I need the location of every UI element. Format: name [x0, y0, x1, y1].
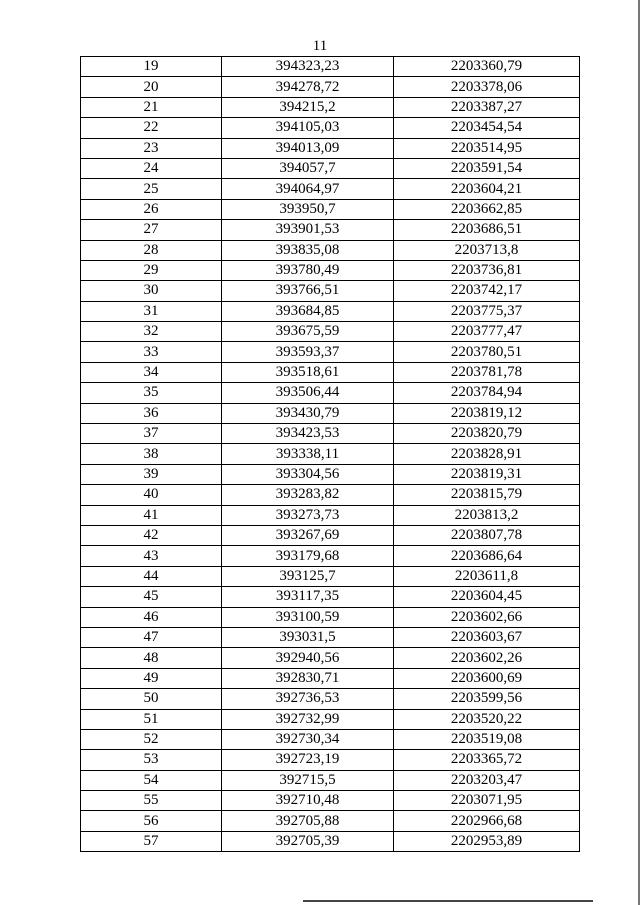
- table-row: [81, 342, 580, 362]
- table-row: [81, 770, 580, 790]
- y-coordinate-cell: 2203777,47: [394, 322, 580, 342]
- point-number-cell: 54: [81, 770, 222, 790]
- x-coordinate-cell: 392723,19: [222, 750, 394, 770]
- x-coordinate-cell: 392705,39: [222, 831, 394, 851]
- x-coordinate-cell: 392730,34: [222, 729, 394, 749]
- x-coordinate-cell: 394278,72: [222, 77, 394, 97]
- x-coordinate-cell: 393304,56: [222, 464, 394, 484]
- y-coordinate-cell: 2203365,72: [394, 750, 580, 770]
- point-number-cell: 24: [81, 158, 222, 178]
- point-number-cell: 26: [81, 199, 222, 219]
- x-coordinate-cell: 392705,88: [222, 811, 394, 831]
- x-coordinate-cell: 392710,48: [222, 791, 394, 811]
- point-number-cell: 45: [81, 587, 222, 607]
- y-coordinate-cell: 2203604,45: [394, 587, 580, 607]
- point-number-cell: 34: [81, 362, 222, 382]
- table-row: [81, 118, 580, 138]
- x-coordinate-cell: 392940,56: [222, 648, 394, 668]
- x-coordinate-cell: 393675,59: [222, 322, 394, 342]
- table-row: [81, 689, 580, 709]
- table-row: [81, 505, 580, 525]
- x-coordinate-cell: 393950,7: [222, 199, 394, 219]
- y-coordinate-cell: 2203519,08: [394, 729, 580, 749]
- point-number-cell: 42: [81, 525, 222, 545]
- point-number-cell: 56: [81, 811, 222, 831]
- table-row: [81, 281, 580, 301]
- y-coordinate-cell: 2203387,27: [394, 97, 580, 117]
- y-coordinate-cell: 2203815,79: [394, 485, 580, 505]
- table-row: [81, 362, 580, 382]
- table-row: [81, 179, 580, 199]
- y-coordinate-cell: 2203781,78: [394, 362, 580, 382]
- point-number-cell: 46: [81, 607, 222, 627]
- y-coordinate-cell: 2203742,17: [394, 281, 580, 301]
- x-coordinate-cell: 393518,61: [222, 362, 394, 382]
- point-number-cell: 21: [81, 97, 222, 117]
- x-coordinate-cell: 393835,08: [222, 240, 394, 260]
- table-row: [81, 831, 580, 851]
- table-row: [81, 464, 580, 484]
- y-coordinate-cell: 2203360,79: [394, 57, 580, 77]
- coordinates-table: [80, 56, 580, 852]
- page-number: 11: [312, 38, 328, 54]
- x-coordinate-cell: 392732,99: [222, 709, 394, 729]
- table-row: [81, 444, 580, 464]
- table-row: [81, 791, 580, 811]
- point-number-cell: 33: [81, 342, 222, 362]
- table-row: [81, 546, 580, 566]
- x-coordinate-cell: 393100,59: [222, 607, 394, 627]
- point-number-cell: 49: [81, 668, 222, 688]
- coordinates-table-body: [81, 57, 580, 852]
- x-coordinate-cell: 393273,73: [222, 505, 394, 525]
- y-coordinate-cell: 2203600,69: [394, 668, 580, 688]
- x-coordinate-cell: 393423,53: [222, 424, 394, 444]
- table-row: [81, 566, 580, 586]
- table-row: [81, 383, 580, 403]
- x-coordinate-cell: 394013,09: [222, 138, 394, 158]
- point-number-cell: 22: [81, 118, 222, 138]
- point-number-cell: 29: [81, 260, 222, 280]
- point-number-cell: 27: [81, 220, 222, 240]
- x-coordinate-cell: 393117,35: [222, 587, 394, 607]
- point-number-cell: 30: [81, 281, 222, 301]
- table-row: [81, 240, 580, 260]
- y-coordinate-cell: 2203611,8: [394, 566, 580, 586]
- y-coordinate-cell: 2203820,79: [394, 424, 580, 444]
- table-row: [81, 322, 580, 342]
- point-number-cell: 55: [81, 791, 222, 811]
- y-coordinate-cell: 2203514,95: [394, 138, 580, 158]
- x-coordinate-cell: 392715,5: [222, 770, 394, 790]
- x-coordinate-cell: 392830,71: [222, 668, 394, 688]
- point-number-cell: 41: [81, 505, 222, 525]
- table-row: [81, 750, 580, 770]
- x-coordinate-cell: 393684,85: [222, 301, 394, 321]
- x-coordinate-cell: 393125,7: [222, 566, 394, 586]
- point-number-cell: 44: [81, 566, 222, 586]
- x-coordinate-cell: 393901,53: [222, 220, 394, 240]
- y-coordinate-cell: 2202966,68: [394, 811, 580, 831]
- x-coordinate-cell: 393031,5: [222, 627, 394, 647]
- y-coordinate-cell: 2203591,54: [394, 158, 580, 178]
- y-coordinate-cell: 2202953,89: [394, 831, 580, 851]
- y-coordinate-cell: 2203807,78: [394, 525, 580, 545]
- y-coordinate-cell: 2203520,22: [394, 709, 580, 729]
- point-number-cell: 48: [81, 648, 222, 668]
- point-number-cell: 36: [81, 403, 222, 423]
- x-coordinate-cell: 393267,69: [222, 525, 394, 545]
- point-number-cell: 25: [81, 179, 222, 199]
- y-coordinate-cell: 2203203,47: [394, 770, 580, 790]
- y-coordinate-cell: 2203599,56: [394, 689, 580, 709]
- x-coordinate-cell: 393283,82: [222, 485, 394, 505]
- point-number-cell: 53: [81, 750, 222, 770]
- x-coordinate-cell: 394323,23: [222, 57, 394, 77]
- x-coordinate-cell: 393338,11: [222, 444, 394, 464]
- table-row: [81, 301, 580, 321]
- table-row: [81, 158, 580, 178]
- y-coordinate-cell: 2203686,51: [394, 220, 580, 240]
- y-coordinate-cell: 2203813,2: [394, 505, 580, 525]
- y-coordinate-cell: 2203775,37: [394, 301, 580, 321]
- point-number-cell: 52: [81, 729, 222, 749]
- point-number-cell: 32: [81, 322, 222, 342]
- y-coordinate-cell: 2203602,66: [394, 607, 580, 627]
- y-coordinate-cell: 2203828,91: [394, 444, 580, 464]
- x-coordinate-cell: 394105,03: [222, 118, 394, 138]
- table-row: [81, 424, 580, 444]
- y-coordinate-cell: 2203686,64: [394, 546, 580, 566]
- y-coordinate-cell: 2203602,26: [394, 648, 580, 668]
- x-coordinate-cell: 393179,68: [222, 546, 394, 566]
- point-number-cell: 50: [81, 689, 222, 709]
- x-coordinate-cell: 393780,49: [222, 260, 394, 280]
- table-row: [81, 729, 580, 749]
- x-coordinate-cell: 393430,79: [222, 403, 394, 423]
- point-number-cell: 35: [81, 383, 222, 403]
- y-coordinate-cell: 2203604,21: [394, 179, 580, 199]
- y-coordinate-cell: 2203713,8: [394, 240, 580, 260]
- x-coordinate-cell: 393506,44: [222, 383, 394, 403]
- table-row: [81, 648, 580, 668]
- point-number-cell: 47: [81, 627, 222, 647]
- point-number-cell: 57: [81, 831, 222, 851]
- table-row: [81, 403, 580, 423]
- bottom-scan-line: [303, 900, 593, 902]
- table-row: [81, 57, 580, 77]
- table-row: [81, 668, 580, 688]
- table-row: [81, 138, 580, 158]
- point-number-cell: 38: [81, 444, 222, 464]
- y-coordinate-cell: 2203603,67: [394, 627, 580, 647]
- table-row: [81, 77, 580, 97]
- point-number-cell: 28: [81, 240, 222, 260]
- y-coordinate-cell: 2203784,94: [394, 383, 580, 403]
- table-row: [81, 525, 580, 545]
- table-row: [81, 587, 580, 607]
- point-number-cell: 51: [81, 709, 222, 729]
- point-number-cell: 43: [81, 546, 222, 566]
- x-coordinate-cell: 394064,97: [222, 179, 394, 199]
- point-number-cell: 23: [81, 138, 222, 158]
- x-coordinate-cell: 393766,51: [222, 281, 394, 301]
- y-coordinate-cell: 2203819,12: [394, 403, 580, 423]
- table-row: [81, 709, 580, 729]
- table-row: [81, 627, 580, 647]
- y-coordinate-cell: 2203780,51: [394, 342, 580, 362]
- y-coordinate-cell: 2203378,06: [394, 77, 580, 97]
- x-coordinate-cell: 394215,2: [222, 97, 394, 117]
- table-row: [81, 260, 580, 280]
- y-coordinate-cell: 2203662,85: [394, 199, 580, 219]
- point-number-cell: 19: [81, 57, 222, 77]
- table-row: [81, 97, 580, 117]
- x-coordinate-cell: 393593,37: [222, 342, 394, 362]
- point-number-cell: 31: [81, 301, 222, 321]
- table-row: [81, 199, 580, 219]
- table-row: [81, 485, 580, 505]
- table-row: [81, 607, 580, 627]
- point-number-cell: 20: [81, 77, 222, 97]
- point-number-cell: 37: [81, 424, 222, 444]
- table-row: [81, 220, 580, 240]
- table-row: [81, 811, 580, 831]
- point-number-cell: 39: [81, 464, 222, 484]
- x-coordinate-cell: 394057,7: [222, 158, 394, 178]
- x-coordinate-cell: 392736,53: [222, 689, 394, 709]
- y-coordinate-cell: 2203736,81: [394, 260, 580, 280]
- y-coordinate-cell: 2203819,31: [394, 464, 580, 484]
- point-number-cell: 40: [81, 485, 222, 505]
- y-coordinate-cell: 2203454,54: [394, 118, 580, 138]
- y-coordinate-cell: 2203071,95: [394, 791, 580, 811]
